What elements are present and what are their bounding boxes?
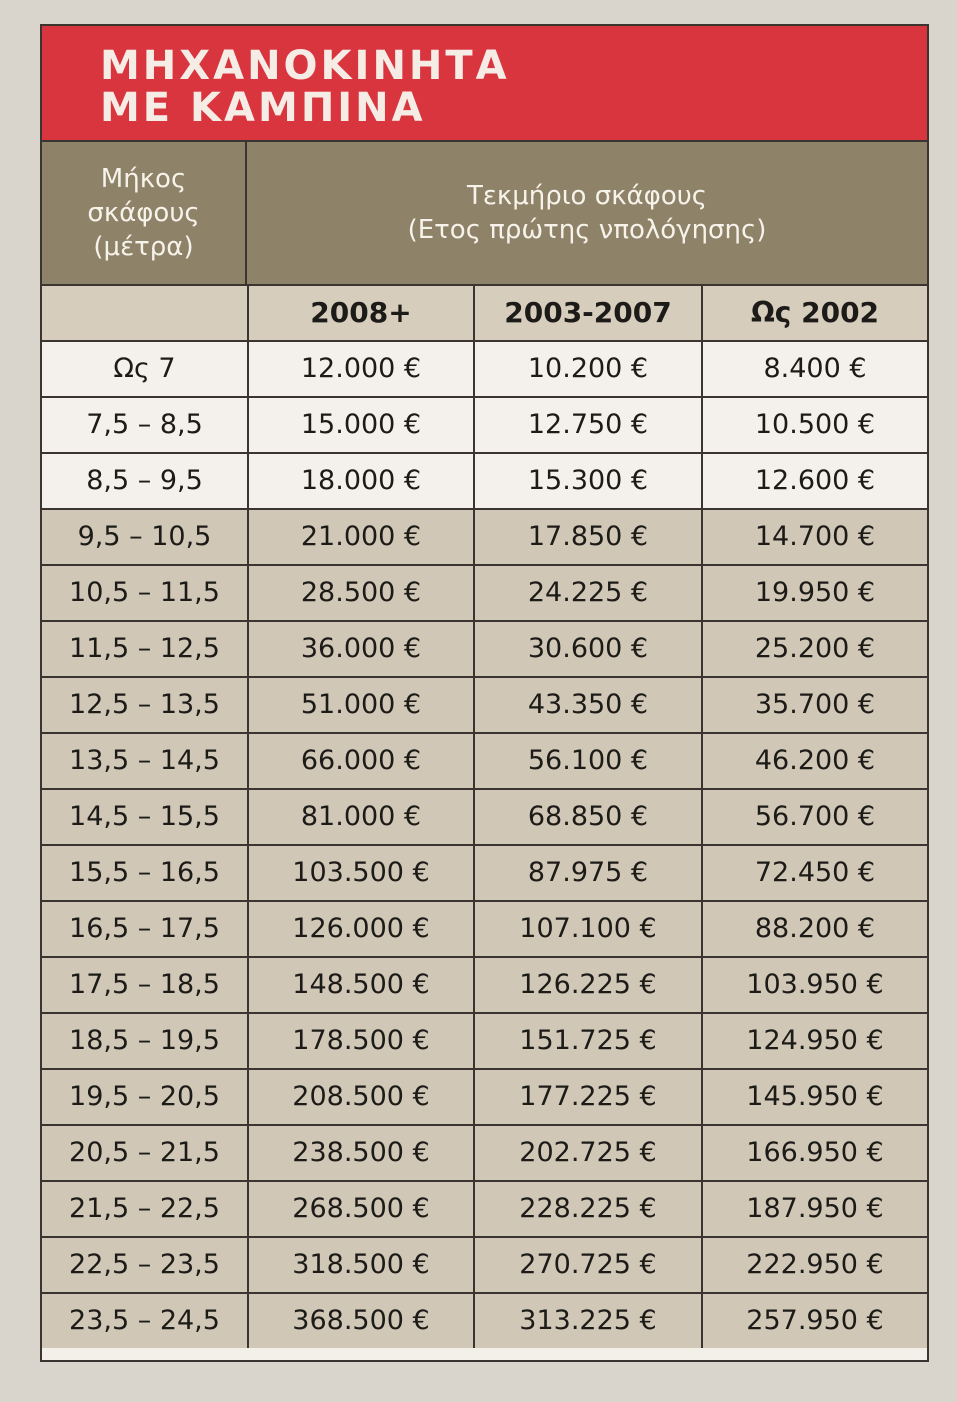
presumption-value-cell: 68.850 € xyxy=(473,790,701,844)
presumption-value-cell: 368.500 € xyxy=(247,1294,473,1348)
presumption-value-cell: 222.950 € xyxy=(701,1238,927,1292)
presumption-value-cell: 318.500 € xyxy=(247,1238,473,1292)
presumption-value-cell: 145.950 € xyxy=(701,1070,927,1124)
length-range-cell: 19,5 – 20,5 xyxy=(69,1081,220,1112)
header-left-line-3: (μέτρα) xyxy=(93,232,194,262)
presumption-value-cell: 17.850 € xyxy=(473,510,701,564)
length-range-cell: 8,5 – 9,5 xyxy=(86,465,203,496)
presumption-value-cell: 202.725 € xyxy=(473,1126,701,1180)
presumption-value-cell: 15.300 € xyxy=(473,454,701,508)
table-row xyxy=(42,900,927,956)
presumption-value-cell: 12.000 € xyxy=(247,342,473,396)
presumption-value-cell: 72.450 € xyxy=(701,846,927,900)
presumption-value-cell: 51.000 € xyxy=(247,678,473,732)
presumption-value-cell: 10.500 € xyxy=(701,398,927,452)
presumption-value-cell: 103.950 € xyxy=(701,958,927,1012)
length-range-cell: 20,5 – 21,5 xyxy=(69,1137,220,1168)
length-range-cell: 7,5 – 8,5 xyxy=(86,409,203,440)
length-range-cell: 10,5 – 11,5 xyxy=(69,577,220,608)
header-right-line-1: Τεκμήριο σκάφους xyxy=(466,181,708,211)
presumption-value-cell: 208.500 € xyxy=(247,1070,473,1124)
table-row xyxy=(42,788,927,844)
presumption-value-cell: 177.225 € xyxy=(473,1070,701,1124)
table-row xyxy=(42,508,927,564)
presumption-value-cell: 25.200 € xyxy=(701,622,927,676)
length-range-cell: 9,5 – 10,5 xyxy=(77,521,212,552)
table-row xyxy=(42,1236,927,1292)
presumption-value-cell: 56.700 € xyxy=(701,790,927,844)
presumption-value-cell: 21.000 € xyxy=(247,510,473,564)
table-row xyxy=(42,1012,927,1068)
table-row xyxy=(42,564,927,620)
length-range-cell: 13,5 – 14,5 xyxy=(69,745,220,776)
table-row xyxy=(42,844,927,900)
presumption-value-cell: 313.225 € xyxy=(473,1294,701,1348)
presumption-value-cell: 66.000 € xyxy=(247,734,473,788)
length-range-cell: 21,5 – 22,5 xyxy=(69,1193,220,1224)
table-row xyxy=(42,1180,927,1236)
length-range-cell: 22,5 – 23,5 xyxy=(69,1249,220,1280)
presumption-value-cell: 124.950 € xyxy=(701,1014,927,1068)
presumption-value-cell: 187.950 € xyxy=(701,1182,927,1236)
presumption-value-cell: 107.100 € xyxy=(473,902,701,956)
title-line-2: ΜΕ ΚΑΜΠΙΝΑ xyxy=(100,85,426,131)
boat-tax-table xyxy=(40,24,929,1362)
table-row xyxy=(42,1068,927,1124)
presumption-value-cell: 30.600 € xyxy=(473,622,701,676)
presumption-value-cell: 8.400 € xyxy=(701,342,927,396)
header-boat-presumption xyxy=(247,142,927,284)
presumption-value-cell: 81.000 € xyxy=(247,790,473,844)
length-range-cell: 16,5 – 17,5 xyxy=(69,913,220,944)
presumption-value-cell: 12.750 € xyxy=(473,398,701,452)
header-left-line-1: Μήκος xyxy=(100,164,187,194)
table-row xyxy=(42,452,927,508)
presumption-value-cell: 257.950 € xyxy=(701,1294,927,1348)
table-title xyxy=(42,26,927,142)
length-range-cell: 18,5 – 19,5 xyxy=(69,1025,220,1056)
table-row xyxy=(42,1124,927,1180)
presumption-value-cell: 10.200 € xyxy=(473,342,701,396)
column-header-0 xyxy=(42,286,247,340)
column-header-2: 2003-2007 xyxy=(473,286,701,340)
presumption-value-cell: 15.000 € xyxy=(247,398,473,452)
table-row xyxy=(42,956,927,1012)
presumption-value-cell: 166.950 € xyxy=(701,1126,927,1180)
presumption-value-cell: 36.000 € xyxy=(247,622,473,676)
presumption-value-cell: 14.700 € xyxy=(701,510,927,564)
presumption-value-cell: 19.950 € xyxy=(701,566,927,620)
length-range-cell: 12,5 – 13,5 xyxy=(69,689,220,720)
presumption-value-cell: 46.200 € xyxy=(701,734,927,788)
length-range-cell: 14,5 – 15,5 xyxy=(69,801,220,832)
presumption-value-cell: 126.000 € xyxy=(247,902,473,956)
presumption-value-cell: 88.200 € xyxy=(701,902,927,956)
length-range-cell: 11,5 – 12,5 xyxy=(69,633,220,664)
table-row xyxy=(42,396,927,452)
header-left-line-2: σκάφους xyxy=(87,198,200,228)
table-row xyxy=(42,620,927,676)
length-range-cell: 15,5 – 16,5 xyxy=(69,857,220,888)
title-line-1: ΜΗΧΑΝΟΚΙΝΗΤΑ xyxy=(100,43,510,89)
presumption-value-cell: 56.100 € xyxy=(473,734,701,788)
table-row xyxy=(42,1292,927,1348)
presumption-value-cell: 238.500 € xyxy=(247,1126,473,1180)
column-header-3: Ως 2002 xyxy=(701,286,927,340)
presumption-value-cell: 35.700 € xyxy=(701,678,927,732)
length-range-cell: Ως 7 xyxy=(113,353,176,384)
column-header-1: 2008+ xyxy=(247,286,473,340)
length-range-cell: 23,5 – 24,5 xyxy=(69,1305,220,1336)
presumption-value-cell: 24.225 € xyxy=(473,566,701,620)
presumption-value-cell: 126.225 € xyxy=(473,958,701,1012)
header-boat-length xyxy=(42,142,247,284)
presumption-value-cell: 151.725 € xyxy=(473,1014,701,1068)
header-right-line-2: (Ετος πρώτης νπολόγησης) xyxy=(407,215,767,245)
presumption-value-cell: 148.500 € xyxy=(247,958,473,1012)
presumption-value-cell: 12.600 € xyxy=(701,454,927,508)
presumption-value-cell: 18.000 € xyxy=(247,454,473,508)
presumption-value-cell: 270.725 € xyxy=(473,1238,701,1292)
table-row xyxy=(42,676,927,732)
presumption-value-cell: 43.350 € xyxy=(473,678,701,732)
presumption-value-cell: 87.975 € xyxy=(473,846,701,900)
presumption-value-cell: 178.500 € xyxy=(247,1014,473,1068)
table-row xyxy=(42,732,927,788)
length-range-cell: 17,5 – 18,5 xyxy=(69,969,220,1000)
presumption-value-cell: 228.225 € xyxy=(473,1182,701,1236)
presumption-value-cell: 268.500 € xyxy=(247,1182,473,1236)
presumption-value-cell: 103.500 € xyxy=(247,846,473,900)
presumption-value-cell: 28.500 € xyxy=(247,566,473,620)
column-header-row xyxy=(42,284,927,340)
table-row xyxy=(42,340,927,396)
